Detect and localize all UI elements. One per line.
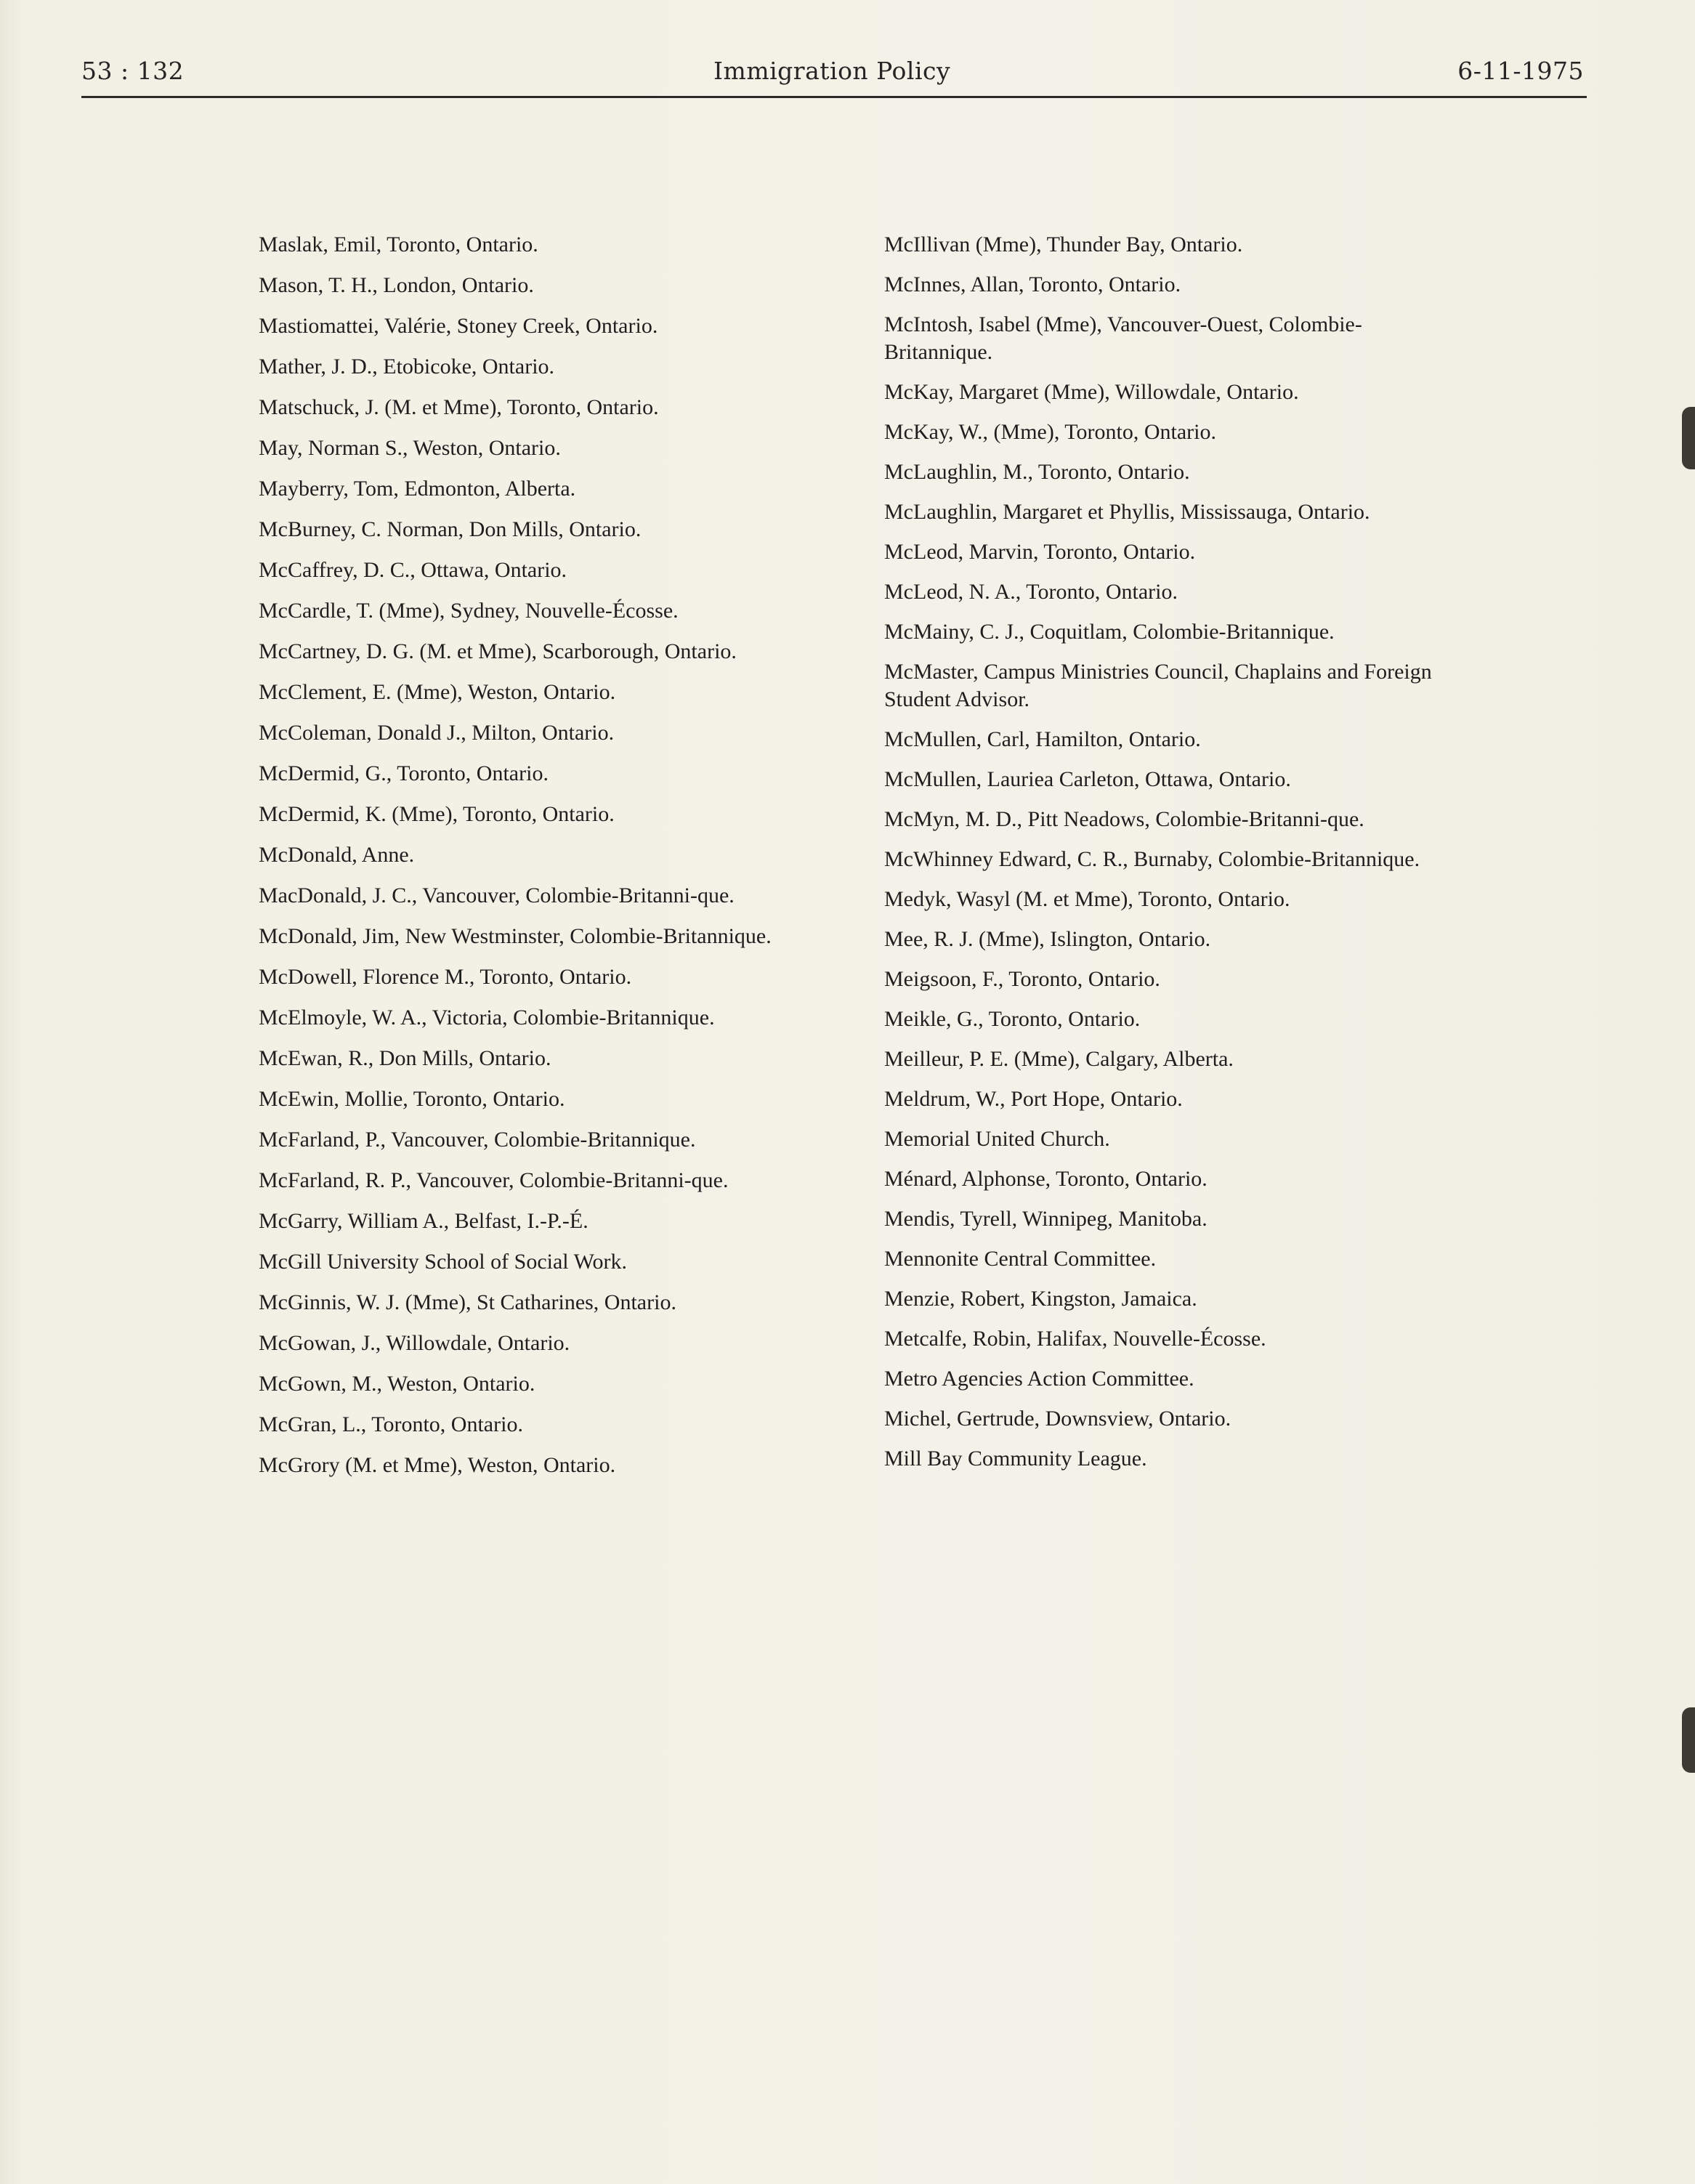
list-entry: McEwan, R., Don Mills, Ontario. [259,1046,551,1070]
list-entry: McGown, M., Weston, Ontario. [259,1372,535,1396]
list-entry: Maslak, Emil, Toronto, Ontario. [259,232,538,256]
list-entry: McIntosh, Isabel (Mme), Vancouver-Ouest, Colombie-Britannique. [884,312,1362,364]
page-edge-mark [1682,407,1695,469]
list-entry: McIllivan (Mme), Thunder Bay, Ontario. [884,232,1243,256]
left-column [259,231,854,1492]
list-entry: Mastiomattei, Valérie, Stoney Creek, Ontario. [259,314,658,338]
list-entry: Michel, Gertrude, Downsview, Ontario. [884,1407,1231,1431]
list-entry: McClement, E. (Mme), Weston, Ontario. [259,680,616,704]
page-date: 6-11-1975 [1457,57,1584,85]
list-entry: McWhinney Edward, C. R., Burnaby, Colombie-Britannique. [884,847,1420,871]
list-entry: Mendis, Tyrell, Winnipeg, Manitoba. [884,1207,1207,1231]
list-entry: McMainy, C. J., Coquitlam, Colombie-Britannique. [884,620,1335,644]
list-entry: Meldrum, W., Port Hope, Ontario. [884,1087,1183,1111]
page-title: Immigration Policy [713,57,951,85]
list-entry: McMullen, Lauriea Carleton, Ottawa, Ontario. [884,767,1291,791]
list-entry: McCaffrey, D. C., Ottawa, Ontario. [259,558,567,582]
list-entry: Meigsoon, F., Toronto, Ontario. [884,967,1160,991]
list-entry: Metro Agencies Action Committee. [884,1367,1194,1391]
list-entry: Mather, J. D., Etobicoke, Ontario. [259,355,555,379]
list-entry: McDonald, Jim, New Westminster, Colombie-Britannique. [259,924,772,948]
list-entry: McGill University School of Social Work. [259,1250,627,1274]
list-entry: McElmoyle, W. A., Victoria, Colombie-Britannique. [259,1006,715,1030]
list-entry: Menzie, Robert, Kingston, Jamaica. [884,1287,1197,1311]
list-entry: McGarry, William A., Belfast, I.-P.-É. [259,1209,588,1233]
list-entry: McDowell, Florence M., Toronto, Ontario. [259,965,632,989]
list-entry: McFarland, P., Vancouver, Colombie-Britannique. [259,1128,696,1152]
list-entry: McCartney, D. G. (M. et Mme), Scarborough, Ontario. [259,639,737,663]
list-entry: McGinnis, W. J. (Mme), St Catharines, Ontario. [259,1290,676,1314]
list-entry: Meilleur, P. E. (Mme), Calgary, Alberta. [884,1047,1234,1071]
list-entry: McDermid, G., Toronto, Ontario. [259,761,549,785]
list-entry: Metcalfe, Robin, Halifax, Nouvelle-Écosse. [884,1327,1266,1351]
list-entry: McCardle, T. (Mme), Sydney, Nouvelle-Écosse. [259,599,679,623]
list-entry: Matschuck, J. (M. et Mme), Toronto, Ontario. [259,395,659,419]
list-entry: May, Norman S., Weston, Ontario. [259,436,561,460]
list-entry: McLeod, Marvin, Toronto, Ontario. [884,540,1196,564]
list-entry: McLaughlin, Margaret et Phyllis, Mississauga, Ontario. [884,500,1370,524]
list-entry: Meikle, G., Toronto, Ontario. [884,1007,1141,1031]
list-entry: Memorial United Church. [884,1127,1110,1151]
list-entry: McGowan, J., Willowdale, Ontario. [259,1331,570,1355]
list-entry: McMullen, Carl, Hamilton, Ontario. [884,727,1201,751]
right-column [884,231,1451,1485]
list-entry: McGrory (M. et Mme), Weston, Ontario. [259,1453,616,1477]
list-entry: McInnes, Allan, Toronto, Ontario. [884,272,1181,296]
list-entry: Mill Bay Community League. [884,1447,1147,1471]
list-entry: McLaughlin, M., Toronto, Ontario. [884,460,1190,484]
list-entry: McMyn, M. D., Pitt Neadows, Colombie-Britanni-que. [884,807,1364,831]
list-entry: McKay, W., (Mme), Toronto, Ontario. [884,420,1217,444]
page-header [81,55,1587,98]
list-entry: Medyk, Wasyl (M. et Mme), Toronto, Ontario. [884,887,1290,911]
list-entry: Mayberry, Tom, Edmonton, Alberta. [259,477,576,501]
page-edge-mark [1682,1707,1695,1773]
list-entry: McEwin, Mollie, Toronto, Ontario. [259,1087,565,1111]
list-entry: MacDonald, J. C., Vancouver, Colombie-Britanni-que. [259,883,735,907]
list-entry: McFarland, R. P., Vancouver, Colombie-Britanni-que. [259,1168,729,1192]
list-entry: McDonald, Anne. [259,843,415,867]
list-entry: McBurney, C. Norman, Don Mills, Ontario. [259,517,642,541]
list-entry: McKay, Margaret (Mme), Willowdale, Ontario. [884,380,1299,404]
list-entry: Mennonite Central Committee. [884,1247,1157,1271]
list-entry: McGran, L., Toronto, Ontario. [259,1412,523,1436]
list-entry: Mason, T. H., London, Ontario. [259,273,534,297]
list-entry: McLeod, N. A., Toronto, Ontario. [884,580,1178,604]
list-entry: Mee, R. J. (Mme), Islington, Ontario. [884,927,1211,951]
list-entry: McMaster, Campus Ministries Council, Chaplains and Foreign Student Advisor. [884,660,1432,711]
list-entry: McColeman, Donald J., Milton, Ontario. [259,721,615,745]
list-entry: Ménard, Alphonse, Toronto, Ontario. [884,1167,1207,1191]
page-number: 53 : 132 [81,57,185,85]
list-entry: McDermid, K. (Mme), Toronto, Ontario. [259,802,615,826]
